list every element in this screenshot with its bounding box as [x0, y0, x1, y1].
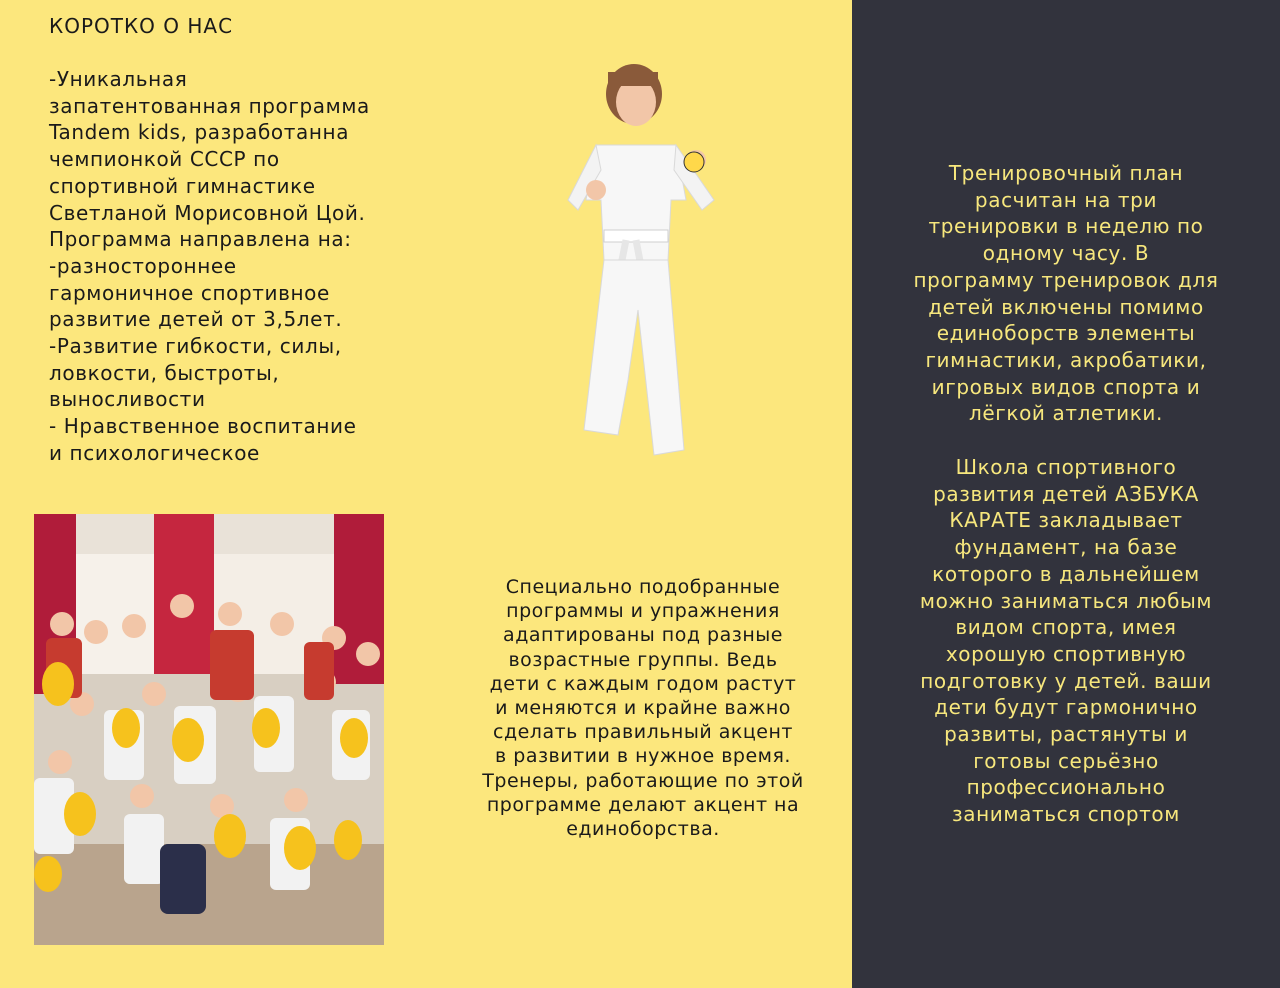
group-photo — [34, 514, 384, 945]
about-line: выносливости — [49, 387, 206, 412]
middle-line: и меняются и крайне важно — [495, 697, 791, 720]
about-line: -Уникальная — [49, 67, 188, 91]
school-line: профессионально — [966, 775, 1166, 800]
school-line: готовы серьёзно — [973, 748, 1159, 773]
about-line: гармоничное спортивное — [49, 280, 330, 305]
middle-line: адаптированы под разные — [503, 624, 783, 647]
middle-line: Тренеры, работающие по этой — [482, 769, 804, 792]
about-text-block — [49, 66, 419, 467]
school-line: которого в дальнейшем — [932, 561, 1200, 586]
training-plan-paragraph — [862, 160, 1270, 427]
about-line: спортивной гимнастике — [49, 173, 316, 198]
about-line: Программа направлена на: — [49, 227, 352, 252]
training-plan-line: одному часу. В — [982, 241, 1150, 266]
school-line: развиты, растянуты и — [944, 722, 1188, 747]
training-plan-line: детей включены помимо — [928, 294, 1204, 319]
school-line: КАРАТЕ закладывает — [949, 508, 1183, 533]
training-plan-line: гимнастики, акробатики, — [925, 347, 1207, 372]
about-line: Tandem kids, разработанна — [49, 120, 350, 145]
training-plan-line: лёгкой атлетики. — [969, 401, 1163, 426]
middle-line: программы и упражнения — [506, 600, 780, 623]
middle-line: в развитии в нужное время. — [495, 745, 791, 768]
middle-line: сделать правильный акцент — [493, 721, 793, 744]
about-line: развитие детей от 3,5лет. — [49, 307, 343, 332]
middle-line: единоборства. — [566, 818, 720, 841]
school-line: дети будут гармонично — [934, 695, 1198, 720]
training-plan-line: единоборств элементы — [936, 321, 1196, 346]
school-line: можно заниматься любым — [919, 588, 1213, 613]
training-plan-line: Тренировочный план — [948, 161, 1184, 185]
about-line: - Нравственное воспитание — [49, 414, 357, 439]
middle-text-block — [462, 575, 824, 841]
middle-line: возрастные группы. Ведь — [508, 648, 778, 671]
about-line: Светланой Морисовной Цой. — [49, 200, 366, 225]
about-line: чемпионкой СССР по — [49, 147, 280, 172]
training-plan-line: расчитан на три — [974, 187, 1158, 212]
school-line: подготовку у детей. ваши — [920, 668, 1212, 693]
middle-line: дети с каждым годом растут — [489, 672, 797, 695]
training-plan-line: тренировки в неделю по — [928, 214, 1204, 239]
school-line: развития детей АЗБУКА — [933, 481, 1199, 506]
training-plan-line: игровых видов спорта и — [931, 374, 1201, 399]
about-line: и психологическое — [49, 440, 260, 465]
middle-line: программе делают акцент на — [486, 793, 800, 816]
about-line: -Развитие гибкости, силы, — [49, 334, 342, 359]
middle-line: Специально подобранные — [505, 576, 781, 598]
about-line: запатентованная программа — [49, 93, 370, 118]
school-line: Школа спортивного — [955, 455, 1177, 479]
about-line: ловкости, быстроты, — [49, 360, 280, 385]
training-plan-line: программу тренировок для — [913, 267, 1219, 292]
school-line: заниматься спортом — [952, 802, 1180, 827]
school-line: фундамент, на базе — [954, 535, 1178, 560]
child-karate-photo — [556, 50, 726, 470]
section-heading: КОРОТКО О НАС — [49, 14, 234, 38]
school-paragraph — [862, 454, 1270, 828]
about-line: -разностороннее — [49, 253, 237, 278]
school-line: хорошую спортивную — [945, 641, 1187, 666]
school-line: видом спорта, имея — [955, 615, 1177, 640]
